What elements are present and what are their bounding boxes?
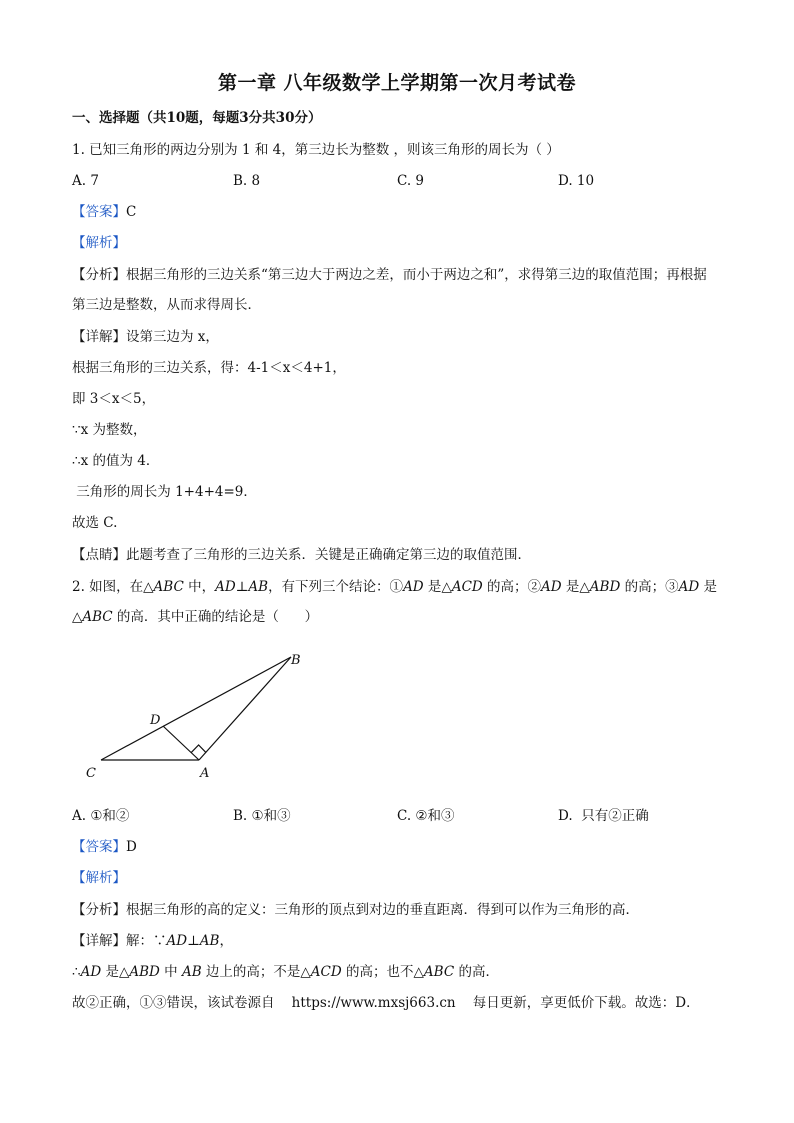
q2-answer: D (126, 839, 137, 855)
segment-ad (163, 726, 199, 760)
math-ad: AD (403, 579, 424, 595)
q1-detail-line2: 根据三角形的三边关系，得：4-1＜x＜4+1， (72, 360, 346, 376)
q1-comment: 此题考查了三角形的三边关系．关键是正确确定第三边的取值范围． (126, 547, 531, 563)
q2-stem-text: 是 (423, 579, 442, 595)
math-ad: AD (678, 579, 700, 595)
detail-label: 【详解】 (72, 329, 126, 345)
comment-label: 【点睛】 (72, 547, 126, 563)
math-ad: AD (80, 964, 102, 980)
page-title: 第一章 八年级数学上学期第一次月考试卷 (217, 72, 577, 94)
math-triangle-acd: △ACD (441, 579, 483, 595)
math-ad-perp-ab: AD⊥AB (215, 579, 269, 595)
q1-detail-line5: ∴x 的值为 4． (72, 453, 160, 469)
label-d: D (150, 713, 161, 728)
label-a: A (200, 766, 210, 781)
section-heading: 一、选择题（共10题，每题3分共30分） (72, 110, 322, 126)
q1-detail-line6: 三角形的周长为 1+4+4=9． (72, 484, 257, 500)
q2-stem-text: ，有下列三个结论：① (268, 579, 404, 595)
q2-detail-text: 边上的高；不是 (201, 964, 301, 980)
math-triangle-abc: △ABC (413, 964, 455, 980)
q2-analysis-tag-row (72, 868, 126, 888)
q2-analysis: 根据三角形的高的定义：三角形的顶点到对边的垂直距离．得到可以作为三角形的高． (126, 902, 639, 918)
triangle-figure (80, 648, 320, 788)
q1-analysis-tag-row (72, 233, 126, 253)
q2-stem-text: 的高．其中正确的结论是（ ） (112, 609, 319, 625)
q1-analysis-text-1: 根据三角形的三边关系“第三边大于两边之差，而小于两边之和”，求得第三边的取值范围；再根据 (126, 267, 707, 283)
math-triangle-acd: △ACD (300, 964, 342, 980)
q1-answer-row (72, 202, 136, 222)
math-triangle-abd: △ABD (579, 579, 621, 595)
q2-detail-line1 (72, 931, 233, 951)
label-b: B (291, 653, 301, 668)
detail-label: 【详解】 (72, 933, 126, 949)
q1-stem: 1. 已知三角形的两边分别为 1 和 4，第三边长为整数 ，则该三角形的周长为（ ） (72, 142, 560, 158)
segment-cb (101, 657, 291, 760)
q2-detail-text: 的高． (454, 964, 499, 980)
analysis-tag: 【解析】 (72, 235, 126, 251)
q2-stem-text: 的高；③ (620, 579, 679, 595)
q1-comment-row (72, 545, 531, 565)
q2-option-a: A. ①和② (72, 808, 130, 824)
q1-answer: C (126, 204, 137, 220)
q1-detail-line1 (72, 327, 219, 347)
q2-answer-row (72, 837, 137, 857)
q2-option-b: B. ①和③ (233, 808, 291, 824)
q1-analysis-line1 (72, 265, 707, 285)
q2-detail-text: ， (219, 933, 233, 949)
q1-detail-line3: 即 3＜x＜5， (72, 391, 156, 407)
answer-tag: 【答案】 (72, 204, 126, 220)
analysis-tag: 【解析】 (72, 870, 126, 886)
q1-option-b: B. 8 (233, 173, 261, 189)
q2-detail-line2 (72, 962, 499, 982)
analysis-label: 【分析】 (72, 902, 126, 918)
q1-option-d: D. 10 (558, 173, 595, 189)
q2-stem-line1 (72, 577, 717, 597)
q2-stem-text: 2. 如图，在 (72, 579, 144, 595)
label-c: C (86, 766, 96, 781)
q1-analysis-line2: 第三边是整数，从而求得周长． (72, 297, 261, 313)
math-ad: AD (541, 579, 562, 595)
math-ab: AB (181, 964, 202, 980)
q2-detail-text: ∴ (72, 964, 81, 980)
q2-detail-text: 解：∵ (126, 933, 167, 949)
q2-option-c: C. ②和③ (397, 808, 455, 824)
q1-detail-line7: 故选 C. (72, 515, 118, 531)
math-ad-perp-ab: AD⊥AB (166, 933, 220, 949)
math-triangle-abc: △ABC (143, 579, 184, 595)
q2-detail-text: 中 (159, 964, 182, 980)
q2-stem-text: 是 (699, 579, 717, 595)
right-angle-mark (191, 745, 206, 753)
q1-option-a: A. 7 (72, 173, 99, 189)
q1-option-c: C. 9 (397, 173, 425, 189)
math-triangle-abc: △ABC (72, 609, 113, 625)
q2-detail-text: 的高；也不 (341, 964, 414, 980)
answer-tag: 【答案】 (72, 839, 126, 855)
q2-stem-text: 是 (561, 579, 580, 595)
q2-option-d: D. 只有②正确 (558, 808, 649, 824)
q2-stem-line2 (72, 607, 318, 627)
q2-detail-line3: 故②正确，①③错误，该试卷源自 https://www.mxsj663.cn 每日更新，享更低价下载。故选：D． (72, 995, 700, 1011)
q2-analysis-row (72, 900, 639, 920)
math-triangle-abd: △ABD (118, 964, 160, 980)
triangle-lines (101, 657, 291, 760)
q1-detail-text-1: 设第三边为 x， (126, 329, 219, 345)
segment-ab (199, 657, 291, 760)
q2-detail-text: 是 (101, 964, 119, 980)
q2-stem-text: 的高；② (482, 579, 542, 595)
q1-detail-line4: ∵x 为整数， (72, 422, 147, 438)
analysis-label: 【分析】 (72, 267, 126, 283)
q2-stem-text: 中， (183, 579, 216, 595)
